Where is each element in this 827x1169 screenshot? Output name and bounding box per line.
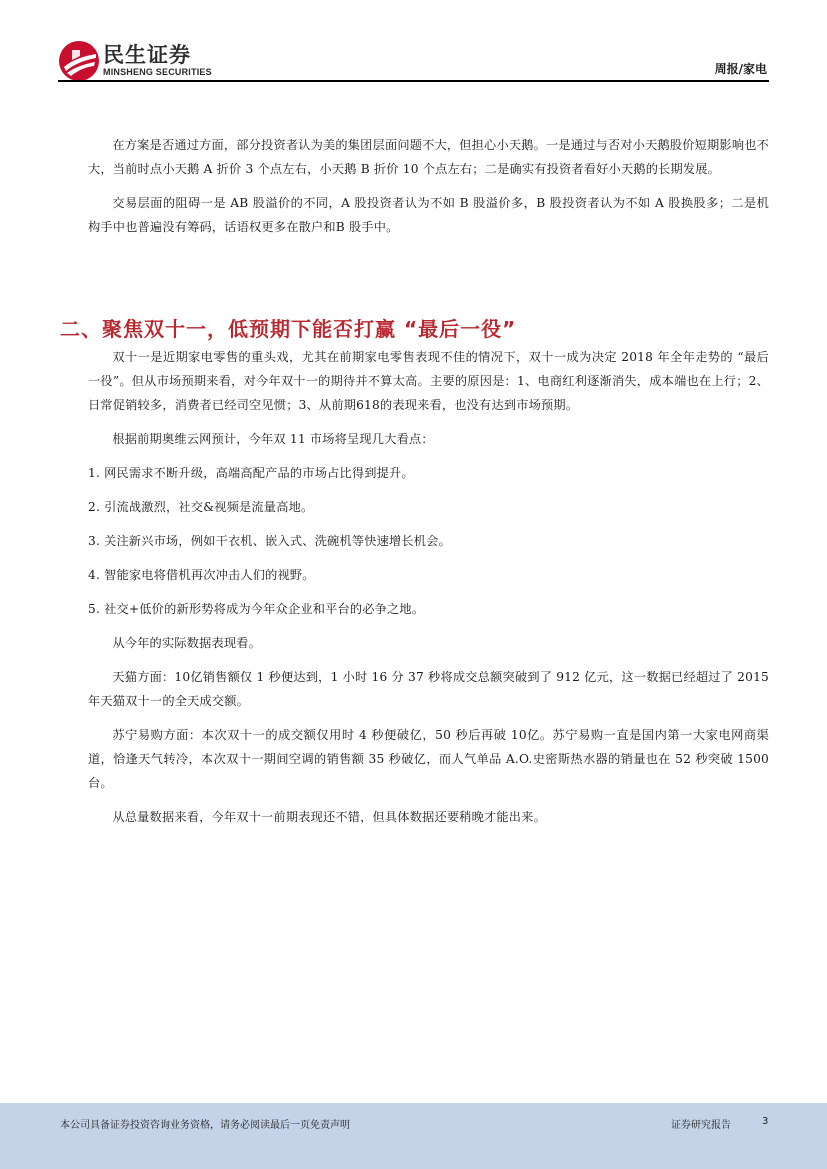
- page-header: [0, 0, 827, 86]
- main-content: [88, 133, 769, 249]
- footer-report-type: 证券研究报告: [671, 1120, 731, 1131]
- minsheng-logo-icon: [58, 40, 100, 82]
- paragraph: 从总量数据来看，今年双十一前期表现还不错，但具体数据还要稍晚才能出来。: [112, 810, 546, 824]
- list-item: 5. 社交+低价的新形势将成为今年众企业和平台的必争之地。: [88, 602, 425, 616]
- logo-chinese-name: 民生证券: [103, 43, 191, 67]
- list-item: 3. 关注新兴市场，例如干衣机、嵌入式、洗碗机等快速增长机会。: [88, 534, 451, 548]
- list-item: 2. 引流战激烈，社交&视频是流量高地。: [88, 500, 314, 514]
- paragraph: 在方案是否通过方面，部分投资者认为美的集团层面问题不大，但担心小天鹅。一是通过与否对小天鹅股价短期影响也不大，当前时点小天鹅 A 折价 3 个点左右，小天鹅 B 折价 10 个点左右；二是确实有投资者看好小天鹅的长期发展。: [88, 138, 769, 176]
- report-section-label: 周报/家电: [714, 62, 767, 76]
- paragraph: 双十一是近期家电零售的重头戏，尤其在前期家电零售表现不佳的情况下，双十一成为决定 2018 年全年走势的 “最后一役”。但从市场预期来看，对今年双十一的期待并不算太高。主要的原因是：1、电商红利逐渐消失，成本端也在上行；2、日常促销较多，消费者已经司空见惯；3、从前期618的表现来看，也没有达到市场预期。: [88, 350, 769, 412]
- paragraph: 从今年的实际数据表现看。: [112, 636, 262, 650]
- header-divider: [58, 80, 769, 82]
- page-number: 3: [762, 1116, 769, 1127]
- footer-disclaimer: 本公司具备证券投资咨询业务资格，请务必阅读最后一页免责声明: [60, 1120, 350, 1131]
- list-item: 1. 网民需求不断升级，高端高配产品的市场占比得到提升。: [88, 466, 414, 480]
- paragraph: 苏宁易购方面：本次双十一的成交额仅用时 4 秒便破亿，50 秒后再破 10亿。苏宁易购一直是国内第一大家电网商渠道，恰逢天气转冷，本次双十一期间空调的销售额 35 秒破亿，而人气单品 A.O.史密斯热水器的销量也在 52 秒突破 1500 台。: [88, 728, 769, 790]
- section-content: [88, 345, 769, 839]
- paragraph: 交易层面的阻碍一是 AB 股溢价的不同，A 股投资者认为不如 B 股溢价多，B 股投资者认为不如 A 股换股多；二是机构手中也普遍没有筹码，话语权更多在散户和B 股手中。: [88, 196, 769, 234]
- page-footer: [0, 1103, 827, 1169]
- section-heading: 二、聚焦双十一，低预期下能否打赢 “最后一役”: [60, 317, 517, 341]
- company-logo: [58, 40, 212, 82]
- list-item: 4. 智能家电将借机再次冲击人们的视野。: [88, 568, 315, 582]
- logo-english-name: MINSHENG SECURITIES: [103, 67, 212, 77]
- paragraph: 天猫方面：10亿销售额仅 1 秒便达到，1 小时 16 分 37 秒将成交总额突破到了 912 亿元，这一数据已经超过了 2015 年天猫双十一的全天成交额。: [88, 670, 769, 708]
- paragraph: 根据前期奥维云网预计，今年双 11 市场将呈现几大看点：: [112, 432, 434, 446]
